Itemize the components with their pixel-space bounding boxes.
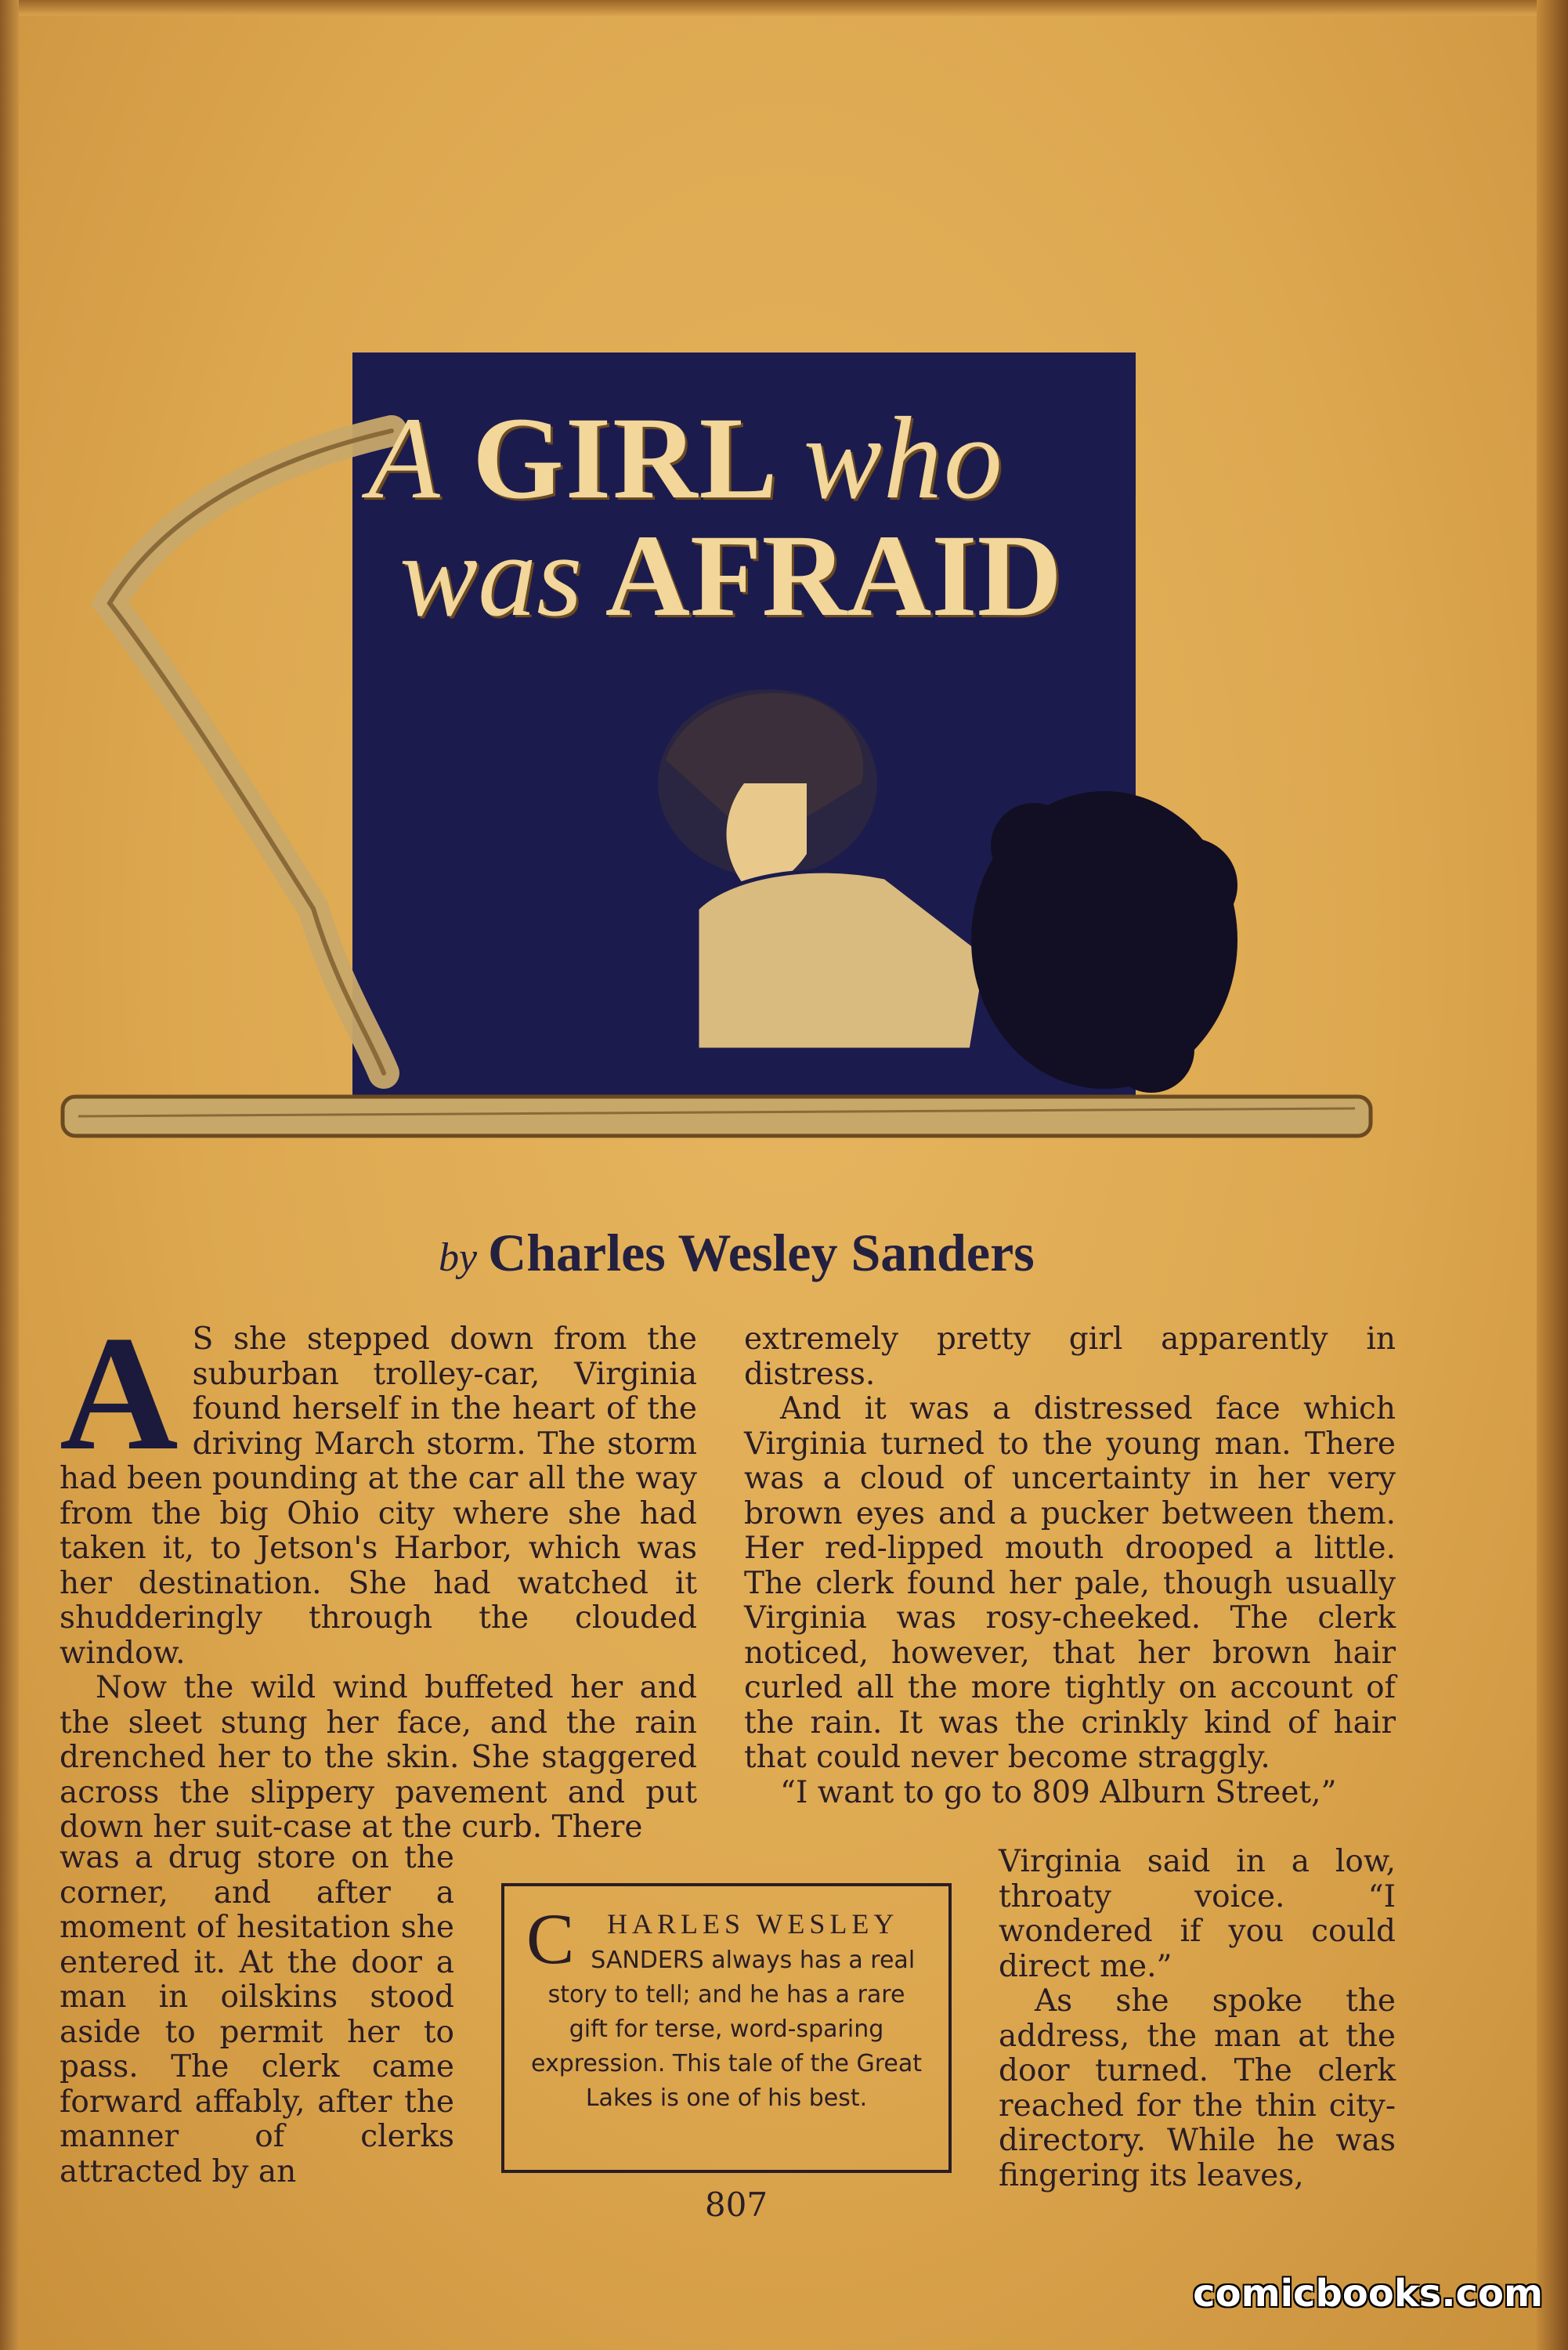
title-word-afraid: AFRAID [605,511,1062,641]
article-column-left-top [60,1303,697,1846]
paragraph: extremely pretty girl apparently in distress. [744,1321,1396,1392]
author-name: Charles Wesley Sanders [488,1223,1035,1282]
paragraph: “I want to go to 809 Alburn Street,” [780,1774,1337,1810]
title-word-girl: GIRL [472,393,773,523]
paragraph: Virginia said in a low, throaty voice. “I wondered if you could direct me.” [999,1844,1396,1984]
article-column-right-bottom [999,1845,1396,2193]
page-edge-top [0,0,1568,16]
title-illustration [55,345,1386,1191]
page-edge-right [1537,0,1568,2350]
paragraph: And it was a distressed face which Virginia turned to the young man. There was a cloud of uncertainty in her very brown eyes and a pucker between them. Her red-lipped mouth drooped a little. The clerk found her pale, though usually Virginia was rosy-cheeked. The clerk noticed, however, that her brown hair curled all the more tightly on account of the rain. It was the crinkly kind of hair that could never become straggly. [744,1391,1396,1775]
title-word-was: was [399,511,583,641]
paragraph: S she stepped down from the suburban trolley-car, Virginia found herself in the heart of the driving March storm. The storm had been pounding at the car all the way from the big Ohio city where she had taken it, to Jetson's Harbor, which was her destination. She had watched it shudderingly through the clouded window. [60,1321,697,1671]
title-word-a: A [368,393,442,523]
author-note-lead: HARLES WESLEY [607,1908,899,1940]
author-note-box [501,1883,952,2173]
drop-cap: A [60,1303,179,1484]
title-word-who: who [803,393,1004,523]
page-edge-left [0,0,19,2350]
story-title [368,393,1120,641]
byline [439,1222,1222,1284]
site-watermark: comicbooks.com [1193,2272,1543,2316]
article-column-left-bottom [60,1841,454,2189]
paragraph: was a drug store on the corner, and after a moment of hesitation she entered it. At the door a man in oilskins stood aside to permit her to pass. The clerk came forward affably, after the manner of clerks attracted by an [60,1840,454,2189]
author-note-text: SANDERS always has a real story to tell; and he has a rare gift for terse, word-sparing expression. This tale of the Great Lakes is one of his best. [531,1947,922,2112]
paragraph: As she spoke the address, the man at the door turned. The clerk reached for the thin city-directory. While he was fingering its leaves, [999,1983,1396,2193]
page-number: 807 [704,2186,768,2224]
paragraph: Now the wild wind buffeted her and the sleet stung her face, and the rain drenched her to the skin. She staggered across the slippery pavement and put down her suit-case at the curb. There [60,1670,697,1845]
author-note-cap: C [526,1899,575,1979]
article-column-right-top [744,1322,1396,1810]
byline-by: by [439,1235,478,1280]
